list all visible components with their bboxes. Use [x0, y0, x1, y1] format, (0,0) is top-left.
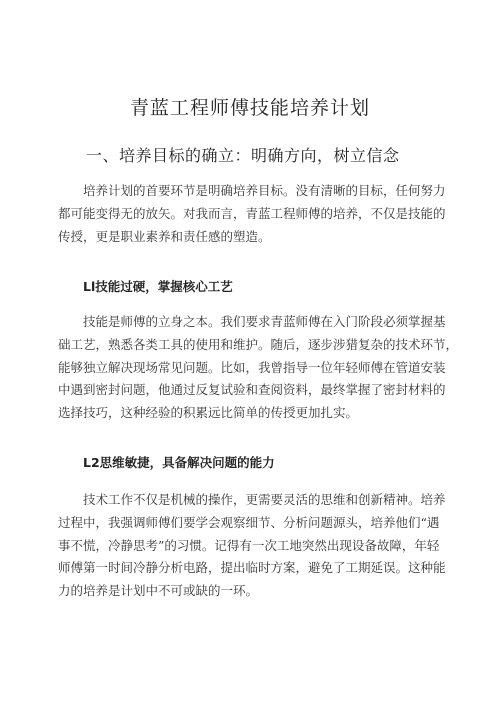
paragraph-line: 力的培养是计划中不可或缺的一环。: [58, 583, 259, 599]
subheading-thinking: L2思维敏捷，具备解决问题的能力: [83, 455, 275, 470]
document-title: 青蓝工程师傅技能培养计划: [129, 97, 370, 119]
section-heading-goals: 一、培养目标的确立：明确方向，树立信念: [86, 146, 400, 165]
paragraph-line: 师傅第一时间冷静分析电路，提出临时方案，避免了工期延误。这种能: [58, 560, 446, 576]
paragraph-line: 技术工作不仅是机械的操作，更需要灵活的思维和创新精神。培养: [58, 492, 446, 507]
paragraph-line: 础工艺，熟悉各类工具的使用和维护。随后，逐步涉猎复杂的技术环节，: [58, 336, 459, 352]
paragraph-line: 中遇到密封问题，他通过反复试验和查阅资料，最终掌握了密封材料的: [58, 382, 446, 398]
paragraph-line: 传授，更是职业素养和责任感的塑造。: [58, 228, 271, 244]
paragraph-line: 都可能变得无的放矢。对我而言，青蓝工程师傅的培养，不仅是技能的: [58, 205, 446, 221]
skills-paragraph: [58, 311, 459, 425]
thinking-paragraph: [58, 489, 446, 603]
paragraph-line: 技能是师傅的立身之本。我们要求青蓝师傅在入门阶段必须掌握基: [58, 314, 446, 329]
subheading-skills: Ll技能过硬，掌握核心工艺: [83, 279, 233, 294]
paragraph-line: 能够独立解决现场常见问题。比如，我曾指导一位年轻师傅在管道安装: [58, 359, 446, 375]
paragraph-line: 选择技巧，这种经验的积累远比简单的传授更加扎实。: [58, 405, 359, 421]
intro-paragraph: [58, 180, 446, 248]
paragraph-line: 事不慌，冷静思考”的习惯。记得有一次工地突然出现设备故障，年轻: [58, 537, 440, 553]
paragraph-line: 培养计划的首要环节是明确培养目标。没有清晰的目标，任何努力: [58, 183, 446, 198]
paragraph-line: 过程中，我强调师傅们要学会观察细节、分析问题源头，培养他们“遇: [58, 514, 440, 530]
